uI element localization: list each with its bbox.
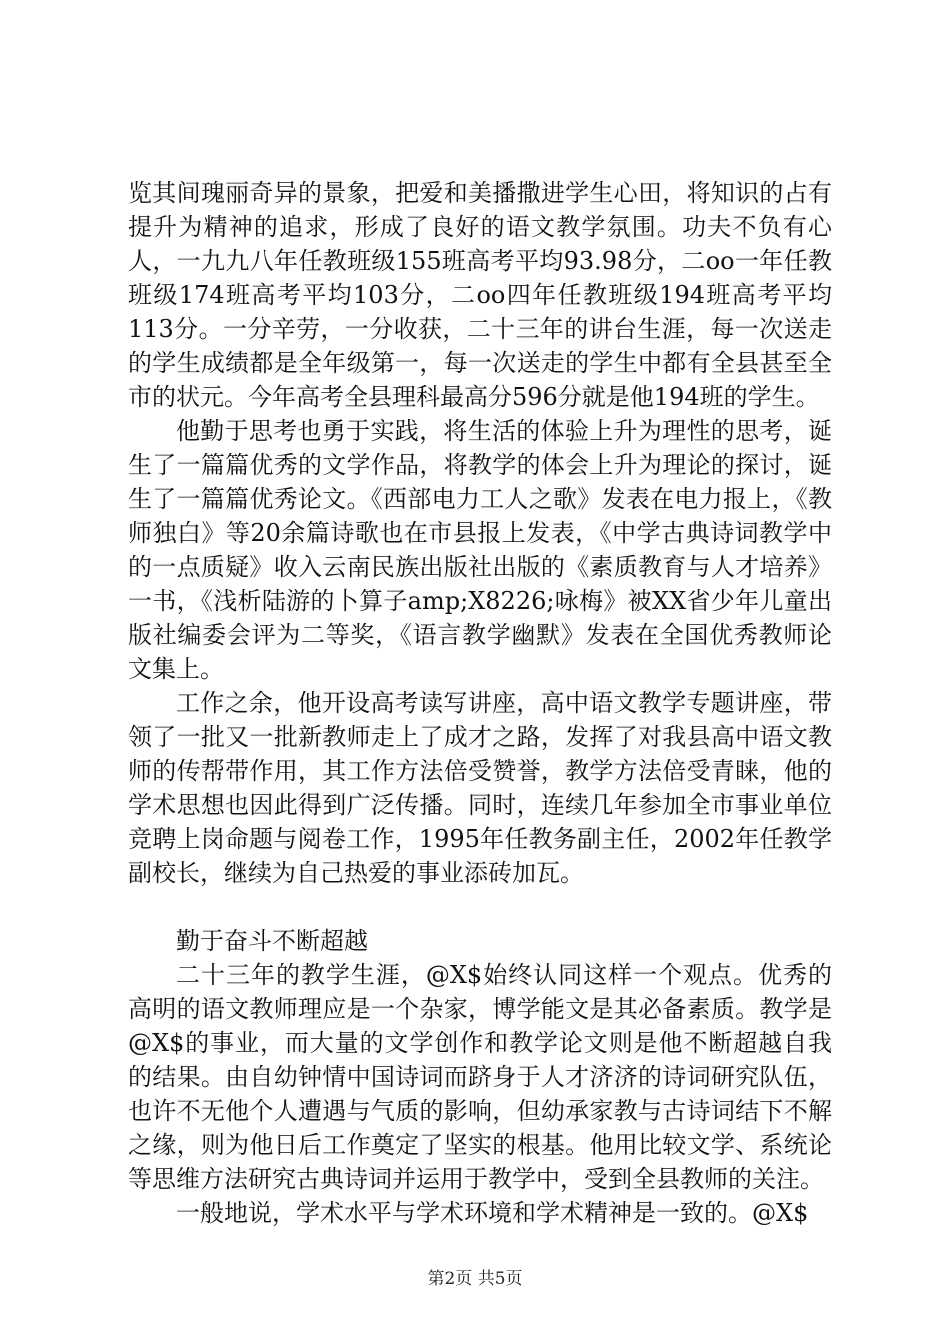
paragraph-2: 他勤于思考也勇于实践，将生活的体验上升为理性的思考，诞生了一篇篇优秀的文学作品，将教学的体会上升为理论的探讨，诞生了一篇篇优秀论文。《西部电力工人之歌》发表在电力报上，《教师独白》等20余篇诗歌也在市县报上发表，《中学古典诗词教学中的一点质疑》收入云南民族出版社出版的《素质教育与人才培养》一书，《浅析陆游的卜算子amp;X8226;咏梅》被XX省少年儿童出版社编委会评为二等奖，《语言教学幽默》发表在全国优秀教师论文集上。 (128, 417, 832, 683)
paragraph-1: 览其间瑰丽奇异的景象，把爱和美播撒进学生心田，将知识的占有提升为精神的追求，形成了良好的语文教学氛围。功夫不负有心人，一九九八年任教班级155班高考平均93.98分，二oo一年任教班级174班高考平均103分，二oo四年任教班级194班高考平均113分。一分辛劳，一分收获，二十三年的讲台生涯，每一次送走的学生成绩都是全年级第一，每一次送走的学生中都有全县甚至全市的状元。今年高考全县理科最高分596分就是他194班的学生。 (128, 179, 832, 411)
page-footer (0, 1268, 950, 1290)
page-number-label: 第2页 共5页 (427, 1269, 523, 1289)
paragraph-3: 工作之余，他开设高考读写讲座，高中语文教学专题讲座，带领了一批又一批新教师走上了成才之路，发挥了对我县高中语文教师的传帮带作用，其工作方法倍受赞誉，教学方法倍受青睐，他的学术思想也因此得到广泛传播。同时，连续几年参加全市事业单位竞聘上岗命题与阅卷工作，1995年任教务副主任，2002年任教学副校长，继续为自己热爱的事业添砖加瓦。 (128, 689, 832, 887)
body-text (128, 176, 832, 1230)
paragraph-4: 二十三年的教学生涯，@X$始终认同这样一个观点。优秀的高明的语文教师理应是一个杂家，博学能文是其必备素质。教学是@X$的事业，而大量的文学创作和教学论文则是他不断超越自我的结果。由自幼钟情中国诗词而跻身于人才济济的诗词研究队伍，也许不无他个人遭遇与气质的影响，但幼承家教与古诗词结下不解之缘，则为他日后工作奠定了坚实的根基。他用比较文学、系统论等思维方法研究古典诗词并运用于教学中，受到全县教师的关注。 (128, 961, 832, 1193)
section-heading: 勤于奋斗不断超越 (176, 927, 368, 955)
paragraph-5: 一般地说，学术水平与学术环境和学术精神是一致的。@X$ (176, 1199, 809, 1227)
paragraph-gap (128, 890, 832, 924)
